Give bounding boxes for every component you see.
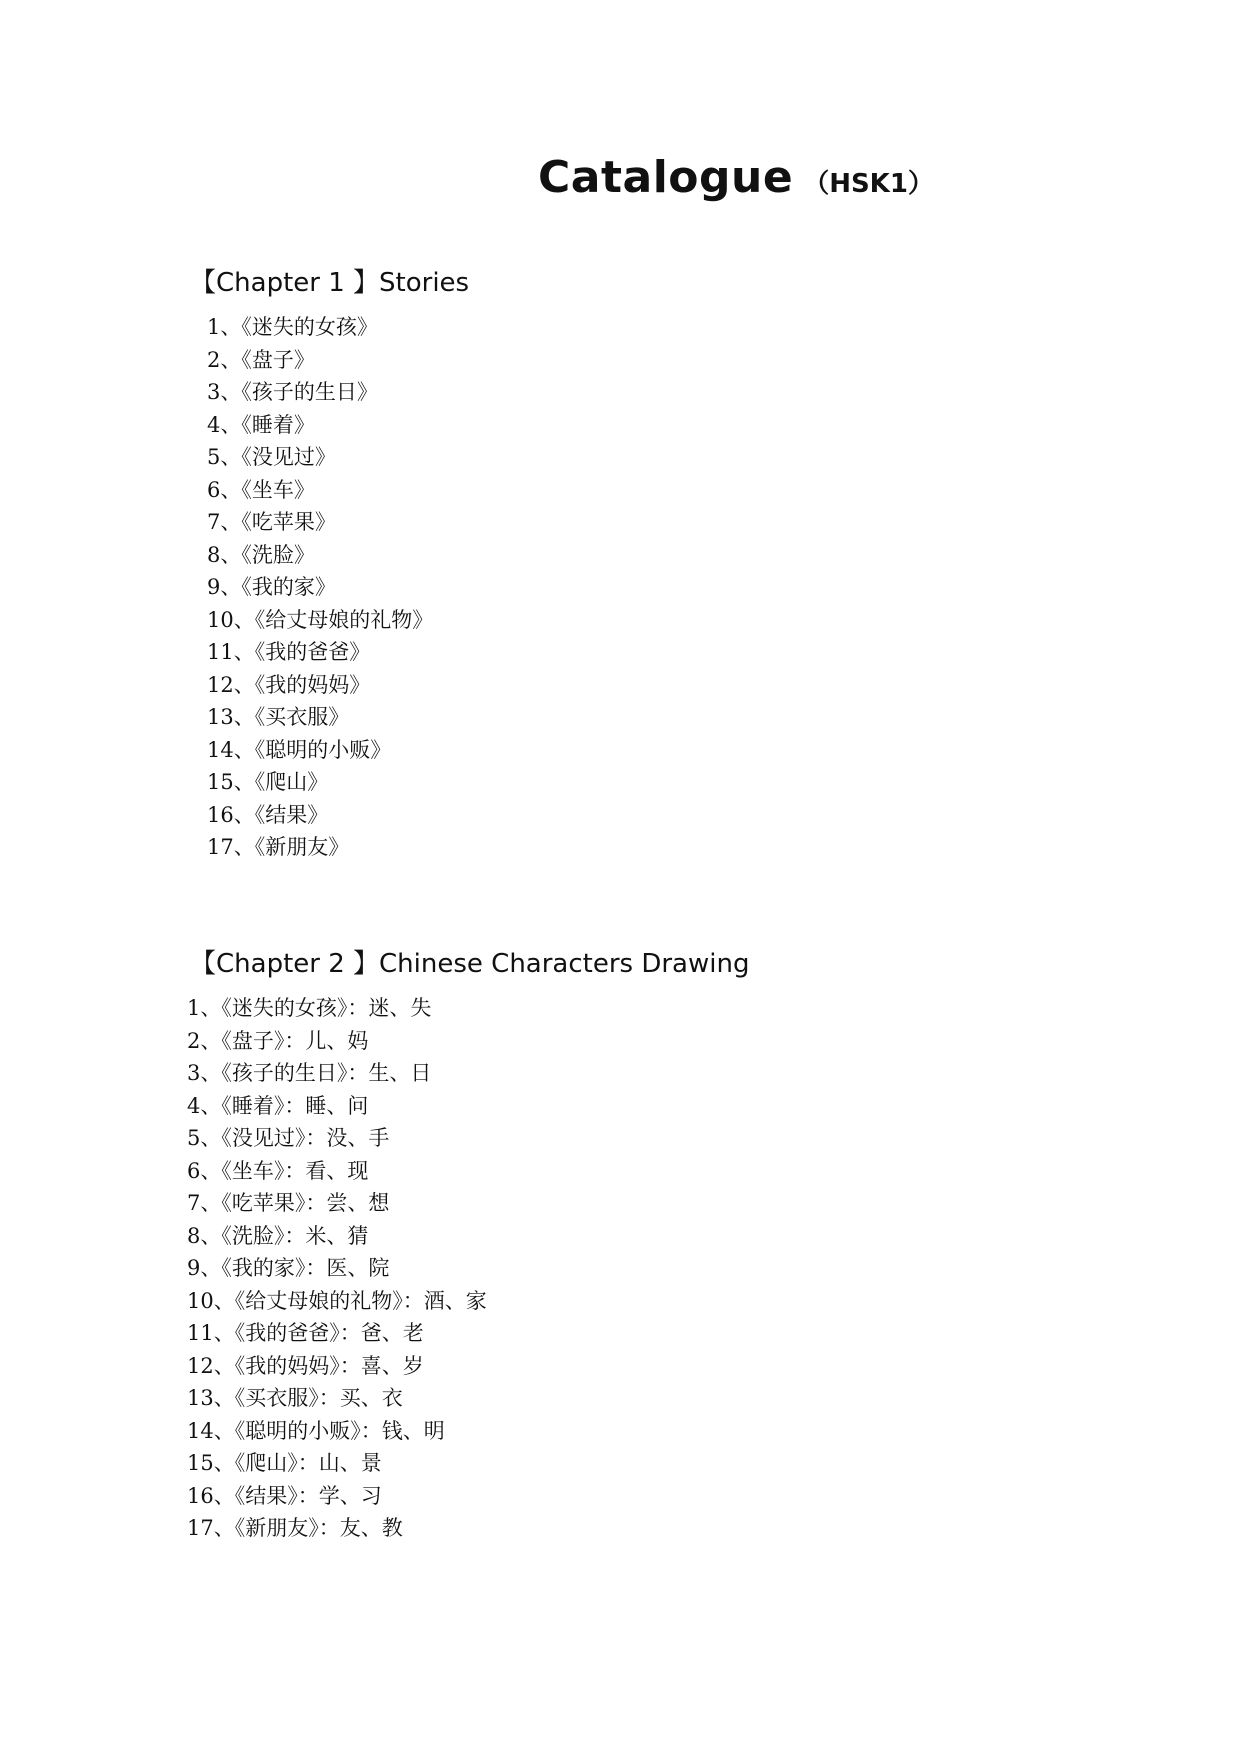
list-item: 1、《迷失的女孩》：迷、失 (187, 996, 432, 1020)
list-item: 6、《坐车》：看、现 (187, 1158, 369, 1183)
list-item: 12、《我的妈妈》：喜、岁 (187, 1353, 424, 1378)
list-item: 6、《坐车》 (207, 477, 315, 502)
list-item: 4、《睡着》：睡、问 (187, 1093, 369, 1118)
list-item: 17、《新朋友》：友、教 (187, 1516, 403, 1540)
list-item: 5、《没见过》 (207, 445, 336, 469)
list-item: 11、《我的爸爸》：爸、老 (187, 1321, 424, 1345)
chapter-2-list (187, 992, 487, 1545)
title-subtitle: （HSK1） (803, 169, 934, 199)
list-item: 3、《孩子的生日》 (207, 380, 378, 404)
list-item: 17、《新朋友》 (207, 835, 350, 859)
list-item: 13、《买衣服》：买、衣 (187, 1386, 403, 1410)
list-item: 2、《盘子》 (207, 347, 315, 372)
chapter-1-heading: 【Chapter 1 】Stories (190, 268, 470, 298)
list-item: 13、《买衣服》 (207, 705, 350, 729)
list-item: 14、《聪明的小贩》 (207, 737, 392, 762)
list-item: 15、《爬山》 (207, 770, 329, 794)
list-item: 9、《我的家》：医、院 (187, 1256, 390, 1280)
list-item: 8、《洗脸》 (207, 542, 315, 567)
list-item: 7、《吃苹果》：尝、想 (187, 1191, 390, 1215)
list-item: 2、《盘子》：儿、妈 (187, 1028, 369, 1053)
list-item: 12、《我的妈妈》 (207, 672, 371, 697)
list-item: 9、《我的家》 (207, 575, 336, 599)
list-item: 8、《洗脸》：米、猜 (187, 1223, 369, 1248)
list-item: 16、《结果》：学、习 (187, 1483, 382, 1508)
chapter-1-list (207, 311, 433, 864)
list-item: 15、《爬山》：山、景 (187, 1451, 382, 1475)
list-item: 16、《结果》 (207, 802, 329, 827)
chapter-2-heading: 【Chapter 2 】Chinese Characters Drawing (190, 949, 750, 979)
list-item: 10、《给丈母娘的礼物》 (207, 607, 434, 632)
list-item: 7、《吃苹果》 (207, 510, 336, 534)
list-item: 1、《迷失的女孩》 (207, 315, 378, 339)
list-item: 5、《没见过》：没、手 (187, 1126, 390, 1150)
list-item: 11、《我的爸爸》 (207, 640, 371, 664)
title-main: Catalogue (538, 152, 794, 203)
list-item: 14、《聪明的小贩》：钱、明 (187, 1418, 445, 1443)
list-item: 10、《给丈母娘的礼物》：酒、家 (187, 1288, 487, 1313)
list-item: 4、《睡着》 (207, 412, 315, 437)
page-title (538, 152, 934, 203)
list-item: 3、《孩子的生日》：生、日 (187, 1061, 432, 1085)
